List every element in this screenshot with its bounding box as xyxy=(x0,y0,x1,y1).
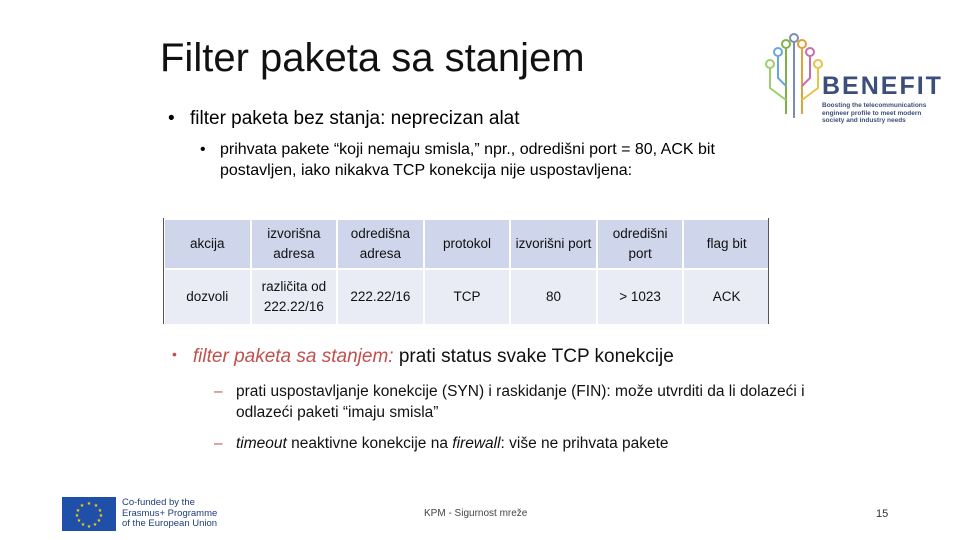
term-italic: timeout xyxy=(236,435,287,452)
svg-text:★: ★ xyxy=(76,518,82,524)
bullet-text: prihvata pakete “koji nemaju smisla,” npr., odredišni port = 80, ACK bit postavljen, iako nikakva TCP konekcija nije uspostavljena: xyxy=(220,141,715,179)
eu-erasmus-logo xyxy=(62,497,237,531)
table-header-cell: odredišni port xyxy=(597,219,684,269)
bullet-level1 xyxy=(168,108,520,130)
page-number: 15 xyxy=(876,508,889,520)
slide-title: Filter paketa sa stanjem xyxy=(160,36,585,80)
sub-bullet xyxy=(214,433,834,454)
bullet-marker: • xyxy=(172,346,177,362)
table-cell: TCP xyxy=(424,269,511,325)
dash-marker: – xyxy=(214,383,223,400)
bullet-level1-stateful xyxy=(172,346,674,368)
table-header-cell: izvorišni port xyxy=(510,219,597,269)
bullet-level2 xyxy=(200,139,760,181)
svg-text:★: ★ xyxy=(75,508,81,514)
filter-rules-table xyxy=(163,218,771,326)
bullet-emphasis: filter paketa sa stanjem: xyxy=(192,346,394,367)
table-cell: 80 xyxy=(510,269,597,325)
eu-flag-icon xyxy=(62,497,116,531)
term-italic: firewall xyxy=(452,435,501,452)
svg-text:★: ★ xyxy=(98,513,104,519)
svg-text:★: ★ xyxy=(96,518,102,524)
bullet-text: prati status svake TCP konekcije xyxy=(393,346,674,367)
sub-bullet xyxy=(214,381,834,423)
table-header-cell: akcija xyxy=(164,219,251,269)
sub-bullet-text: timeout neaktivne konekcije na firewall: više ne prihvata pakete xyxy=(236,435,669,452)
svg-text:★: ★ xyxy=(92,522,98,528)
svg-text:★: ★ xyxy=(79,503,85,509)
table-cell: dozvoli xyxy=(164,269,251,325)
table-cell: različita od 222.22/16 xyxy=(251,269,338,325)
table-header-cell: protokol xyxy=(424,219,511,269)
table-row xyxy=(164,269,770,325)
svg-text:★: ★ xyxy=(86,524,92,530)
bullet-marker: • xyxy=(200,141,206,158)
benefit-logo xyxy=(764,28,946,132)
eu-cofunded-text: Co-funded by the Erasmus+ Programme of the European Union xyxy=(122,497,218,529)
table-header-cell: izvorišna adresa xyxy=(251,219,338,269)
table-header-row xyxy=(164,219,770,269)
table-cell: > 1023 xyxy=(597,269,684,325)
benefit-tagline: Boosting the telecommunications engineer profile to meet modern society and industry needs xyxy=(822,102,927,124)
svg-text:★: ★ xyxy=(74,513,80,519)
svg-text:★: ★ xyxy=(86,501,92,507)
table-cell: 222.22/16 xyxy=(337,269,424,325)
circuit-tree-icon xyxy=(764,28,824,132)
svg-text:★: ★ xyxy=(97,508,103,514)
benefit-wordmark: BENEFIT xyxy=(822,72,943,100)
footer-course-name: KPM - Sigurnost mreže xyxy=(424,508,528,519)
table-cell: ACK xyxy=(683,269,770,325)
sub-bullet-text: prati uspostavljanje konekcije (SYN) i raskidanje (FIN): može utvrditi da li dolazeći i odlazeći paketi “imaju smisla” xyxy=(236,383,805,421)
svg-text:★: ★ xyxy=(93,503,99,509)
table-header-cell: flag bit xyxy=(683,219,770,269)
bullet-text: filter paketa bez stanja: neprecizan alat xyxy=(190,108,520,129)
dash-marker: – xyxy=(214,435,223,452)
svg-text:★: ★ xyxy=(80,522,86,528)
bullet-marker: • xyxy=(168,108,175,129)
table-header-cell: odredišna adresa xyxy=(337,219,424,269)
